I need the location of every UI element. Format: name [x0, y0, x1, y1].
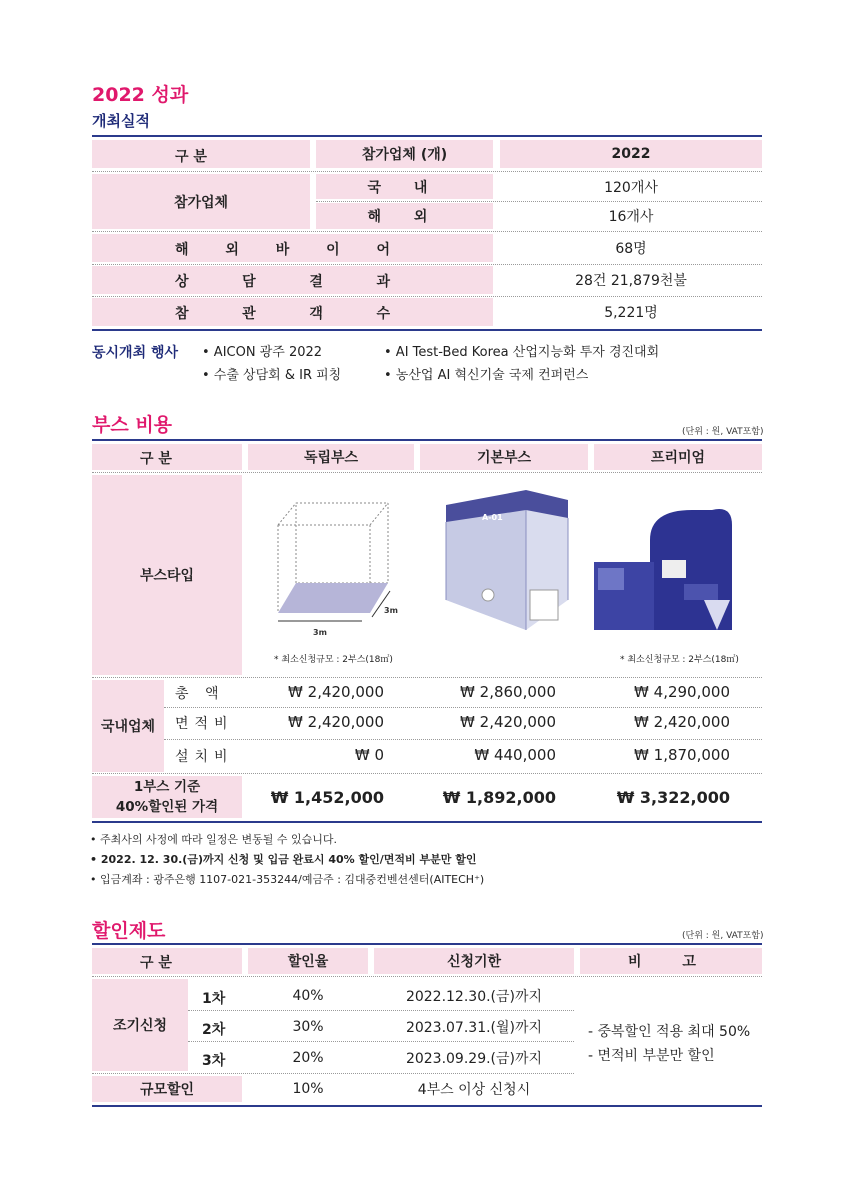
discount-header-deadline: 신청기한 — [446, 954, 502, 970]
booth-unit: (단위 : 원, VAT포함) — [682, 427, 764, 437]
discount-premium: ₩ 3,322,000 — [616, 788, 730, 807]
independent-booth-illustration — [268, 495, 403, 645]
row-label-area: 면적비 — [175, 716, 234, 732]
booth-sign: A-01 — [482, 513, 503, 522]
results-header-count: 참가업체 (개) — [361, 147, 448, 163]
rate-1: 40% — [292, 988, 324, 1004]
table-bottom-rule — [92, 329, 762, 331]
dim-label: 3m — [313, 628, 327, 637]
results-header-division: 구 분 — [175, 149, 207, 165]
companies-domestic-label: 국 내 — [367, 179, 442, 196]
booth-header-independent: 독립부스 — [303, 450, 359, 466]
install-basic: ₩ 440,000 — [474, 746, 556, 764]
booth-note: • 2022. 12. 30.(금)까지 신청 및 입금 완료시 40% 할인/면적비 부분만 할인 — [90, 853, 477, 866]
discount-basic: ₩ 1,892,000 — [442, 788, 556, 807]
visitors-label: 참 관 객 수 — [175, 306, 390, 322]
concurrent-item: • AICON 광주 2022 — [202, 345, 323, 360]
round-1: 1차 — [202, 991, 226, 1007]
discount-header-remark: 비 고 — [628, 954, 714, 970]
booth-note: • 입금계좌 : 광주은행 1107-021-353244/예금주 : 김대중컨벤션센터(AITECH⁺) — [90, 873, 485, 886]
discount-header-division: 구 분 — [140, 955, 172, 971]
row-label-install: 설치비 — [175, 749, 234, 765]
consult-label: 상 담 결 과 — [175, 274, 390, 290]
total-independent: ₩ 2,420,000 — [288, 683, 384, 701]
booth-type-label: 부스타입 — [139, 568, 195, 584]
premium-min-note: * 최소신청규모 : 2부스(18㎡) — [620, 655, 739, 665]
dim-label: 3m — [384, 606, 398, 615]
concurrent-item: • AI Test-Bed Korea 산업지능화 투자 경진대회 — [384, 345, 660, 360]
scale-rate: 10% — [292, 1081, 324, 1097]
section-title-booth: 부스 비용 — [92, 414, 173, 436]
concurrent-item: • 수출 상담회 & IR 피칭 — [202, 368, 342, 383]
deadline-2: 2023.07.31.(월)까지 — [405, 1020, 543, 1036]
area-basic: ₩ 2,420,000 — [460, 713, 556, 731]
companies-domestic-value: 120개사 — [604, 179, 658, 196]
consult-value: 28건 21,879천불 — [575, 273, 687, 289]
round-3: 3차 — [202, 1053, 226, 1069]
discount-price-label: 1부스 기준 40%할인된 가격 — [115, 779, 219, 815]
table-top-rule — [92, 135, 762, 137]
concurrent-label: 동시개최 행사 — [92, 345, 179, 361]
area-premium: ₩ 2,420,000 — [634, 713, 730, 731]
companies-overseas-label: 해 외 — [367, 209, 442, 225]
discount-unit: (단위 : 원, VAT포함) — [682, 931, 764, 941]
deadline-1: 2022.12.30.(금)까지 — [405, 989, 543, 1005]
basic-booth-illustration — [438, 490, 573, 640]
row-label-total: 총 액 — [175, 686, 225, 702]
discount-header-rate: 할인율 — [287, 954, 329, 970]
buyers-value: 68명 — [615, 241, 647, 257]
rate-2: 30% — [292, 1019, 324, 1035]
companies-label: 참가업체 — [173, 194, 229, 211]
section-title-discount: 할인제도 — [92, 920, 166, 942]
install-independent: ₩ 0 — [354, 746, 384, 764]
booth-header-division: 구 분 — [140, 451, 172, 467]
results-header-year: 2022 — [611, 146, 651, 162]
round-2: 2차 — [202, 1022, 226, 1038]
discount-independent: ₩ 1,452,000 — [270, 788, 384, 807]
install-premium: ₩ 1,870,000 — [634, 746, 730, 764]
domestic-label: 국내업체 — [100, 719, 156, 735]
area-independent: ₩ 2,420,000 — [288, 713, 384, 731]
booth-header-basic: 기본부스 — [476, 450, 532, 466]
early-label: 조기신청 — [112, 1018, 168, 1034]
buyers-label: 해 외 바 이 어 — [175, 242, 390, 258]
section-title-results: 2022 성과 — [92, 84, 189, 106]
booth-note: • 주최사의 사정에 따라 일정은 변동될 수 있습니다. — [90, 833, 337, 846]
total-basic: ₩ 2,860,000 — [460, 683, 556, 701]
section-subtitle-record: 개최실적 — [92, 112, 150, 130]
deadline-3: 2023.09.29.(금)까지 — [405, 1051, 543, 1067]
visitors-value: 5,221명 — [604, 305, 658, 321]
scale-label: 규모할인 — [139, 1082, 195, 1098]
independent-min-note: * 최소신청규모 : 2부스(18㎡) — [274, 655, 393, 665]
booth-header-premium: 프리미엄 — [650, 450, 706, 466]
discount-remarks: - 중복할인 적용 최대 50% - 면적비 부분만 할인 — [588, 1024, 751, 1064]
concurrent-item: • 농산업 AI 혁신기술 국제 컨퍼런스 — [384, 368, 589, 383]
premium-booth-illustration — [592, 500, 757, 640]
rate-3: 20% — [292, 1050, 324, 1066]
total-premium: ₩ 4,290,000 — [634, 683, 730, 701]
companies-overseas-value: 16개사 — [608, 209, 654, 225]
scale-deadline: 4부스 이상 신청시 — [417, 1082, 531, 1098]
